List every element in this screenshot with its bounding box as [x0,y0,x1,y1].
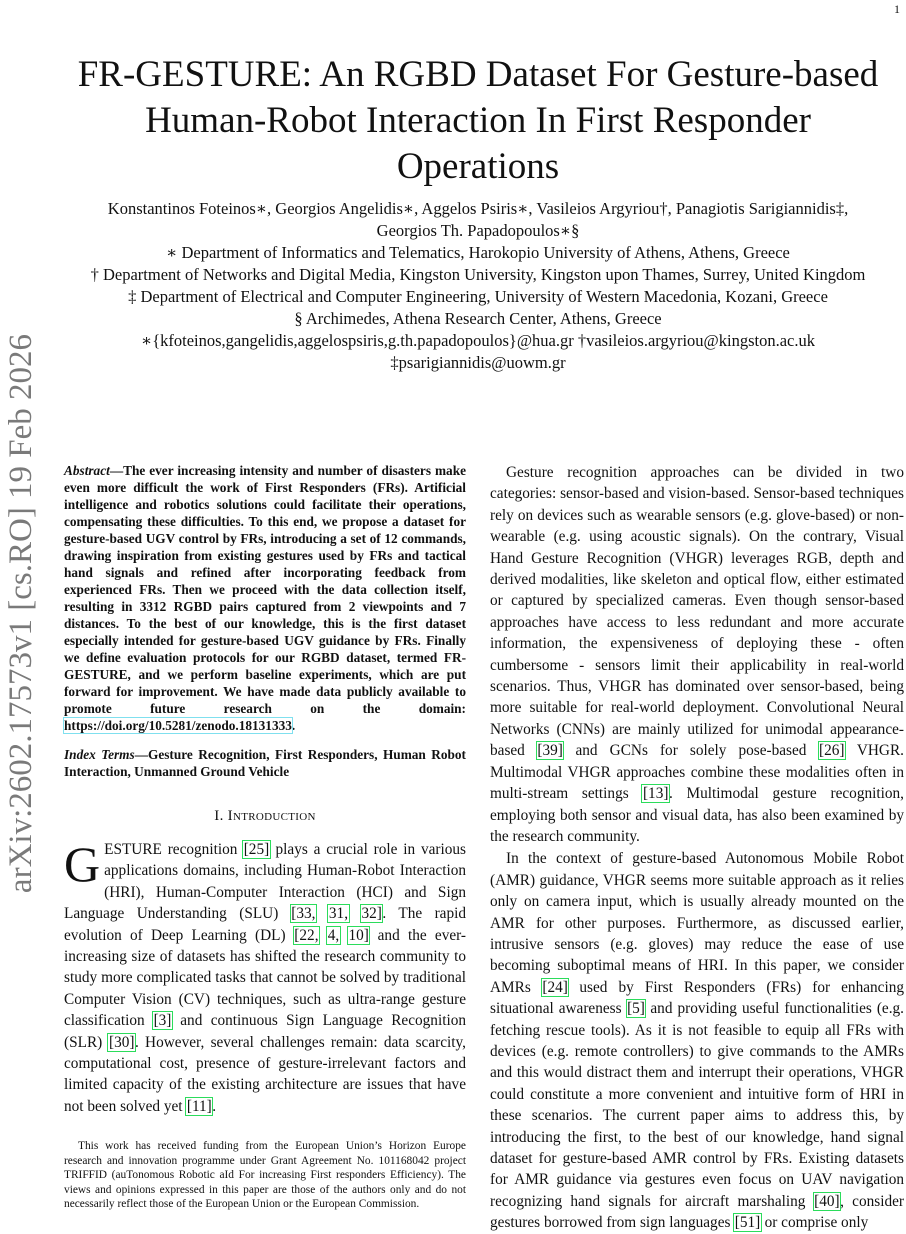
intro-text: . However, several challenges remain: data scarcity, computational cost, presence of gesture-irrelevant factors and limited capacity of the existing architecture are issues that have not been solved yet [64,1033,466,1115]
abstract-end: . [291,718,296,733]
affiliation-athena: § Archimedes, Athena Research Center, Athens, Greece [294,309,662,328]
body-text: or comprise only [760,1214,869,1232]
citation-link[interactable]: [13] [642,785,669,803]
citation-link[interactable]: [39] [537,742,563,760]
body-text: used by First Responders (FRs) for enhancing situational awareness [490,978,904,1018]
arxiv-watermark [0,318,44,908]
citation-link[interactable]: [33, [291,905,316,923]
citation-link[interactable]: [26] [819,742,845,760]
body-text: , consider gestures borrowed from sign languages [490,1192,904,1232]
author-list-line-2: Georgios Th. Papadopoulos∗§ [376,221,580,240]
author-block [60,198,896,374]
intro-text: and the ever-increasing size of datasets has shifted the research community to study more complicated tasks that cannot be solved by traditional Computer Vision (CV) techniques, such as ultra-range gesture classification [64,926,467,1030]
intro-text: . [212,1097,217,1115]
citation-link[interactable]: [3] [153,1012,172,1030]
index-terms-text: —Gesture Recognition, First Responders, Human Robot Interaction, Unmanned Ground Vehicle [64,747,466,779]
intro-text: . The rapid evolution of Deep Learning (DL) [64,905,466,944]
citation-link[interactable]: [22, [294,926,319,944]
body-text: VHGR. Multimodal VHGR approaches combine these modalities often in multi-stream settings [490,742,904,803]
citation-link[interactable]: [25] [243,841,270,858]
intro-paragraph-3 [490,848,904,1233]
citation-link[interactable]: [30] [108,1033,135,1051]
affiliation-harokopio: ∗ Department of Informatics and Telematics, Harokopio University of Athens, Athens, Greece [166,243,790,262]
citation-link[interactable]: [51] [734,1214,761,1232]
citation-link[interactable]: [40] [814,1192,840,1210]
author-emails-line-2: ‡psarigiannidis@uowm.gr [390,353,566,372]
intro-text: and continuous Sign Language Recognition (SLR) [64,1012,466,1051]
abstract-label: Abstract [64,463,110,478]
body-text: Gesture recognition approaches can be divided in two categories: sensor-based and vision-based. Sensor-based techniques rely on devices such as wearable sensors (e.g. glove-based) or non-wearable (e.g. using acoustic signals). On the contrary, Visual Hand Gesture Recognition (VHGR) leverages RGB, depth and derived modalities, like skeleton and optical flow, either estimated or captured by specialized cameras. Even though sensor-based approaches have access to less redundant and more accurate information, the expensiveness of deploying these - often cumbersome - sensors limit their applicability in real-world scenarios. Thus, VHGR has dominated over sensor-based, being more suitable for real-world deployment. Convolutional Neural Networks (CNNs) are mainly utilized for unimodal appearance-based [490,464,904,760]
citation-link[interactable]: [5] [627,1000,645,1018]
intro-paragraph-1 [64,836,467,1117]
dataset-doi-link[interactable]: https://doi.org/10.5281/zenodo.18131333 [64,718,292,733]
arxiv-identifier: arXiv:2602.17573v1 [cs.RO] 19 Feb 2026 [3,333,40,893]
paper-title: FR-GESTURE: An RGBD Dataset For Gesture-based Human-Robot Interaction In First Responder Operations [77,54,879,187]
affiliation-uowm: ‡ Department of Electrical and Computer Engineering, University of Western Macedonia, Kozani, Greece [128,287,828,306]
funding-footnote: This work has received funding from the European Union’s Horizon Europe research and innovation programme under Grant Agreement No. 101168042 project TRIFFID (auTonomous Robotic aId For increasing First responders Efficiency). The views and opinions expressed in this paper are those of the authors only and do not necessarily reflect those of the European Union or the European Commission. [64,1140,466,1210]
intro-paragraph-2 [490,462,904,847]
drop-cap: G [64,836,101,892]
intro-text: plays a crucial role in various applications domains, including Human-Robot Interaction (HRI), Human-Computer Interaction (HCI) and Sign Language Understanding (SLU) [64,841,466,923]
citation-link[interactable]: 10] [348,926,369,944]
citation-link[interactable]: 31, [328,905,349,923]
right-column [490,462,904,1234]
affiliation-kingston: † Department of Networks and Digital Media, Kingston University, Kingston upon Thames, Surrey, United Kingdom [90,265,866,284]
body-text: In the context of gesture-based Autonomous Mobile Robot (AMR) guidance, VHGR seems more suitable approach as it relies only on camera input, which is usually already mounted on the AMR for other purposes. Furthermore, as discussed earlier, intrusive sensors (e.g. gloves) may reduce the ease of use becoming suboptimal means of HRI. In this paper, we consider AMRs [490,850,904,996]
body-text: and providing useful functionalities (e.g. fetching rescue tools). As it is not feasible to equip all FRs with devices (e.g. remote controllers) to give commands to the AMRs and this would distract them and interrupt their operations, VHGR could constitute a more convenient and intuitive form of HRI in these scenarios. The current paper aims to address this, by introducing the first, to the best of our knowledge, hand signal dataset for gesture-based AMR control by FRs. Existing datasets for AMR guidance via gestures even focus on UAV navigation recognizing hand signals for aircraft marshaling [490,1000,904,1210]
index-terms [64,746,466,780]
author-list-line-1: Konstantinos Foteinos∗, Georgios Angelidis∗, Aggelos Psiris∗, Vasileios Argyriou†, Panagiotis Sarigiannidis‡, [107,199,849,218]
citation-link[interactable]: 4, [327,926,340,944]
left-column [64,462,466,1211]
body-text: . Multimodal gesture recognition, employing both sensor and visual data, has also been examined by the research community. [490,785,904,845]
body-text: and GCNs for solely pose-based [563,742,819,760]
section-heading-introduction: I. Introduction [214,808,316,824]
citation-link[interactable]: [11] [186,1097,212,1115]
index-terms-label: Index Terms [64,747,135,762]
citation-link[interactable]: 32] [361,905,382,923]
author-emails-line-1: ∗{kfoteinos,gangelidis,aggelospsiris,g.th.papadopoulos}@hua.gr †vasileios.argyriou@kingston.ac.uk [141,331,815,350]
intro-text: ESTURE recognition [104,841,244,858]
abstract-text: —The ever increasing intensity and number of disasters make even more difficult the work of First Responders (FRs). Artificial intelligence and robotics solutions could facilitate their operations, compensating these difficulties. To this end, we propose a dataset for gesture-based UGV control by FRs, introducing a set of 12 commands, drawing inspiration from existing gestures used by FRs and tactical hand signals and refined after incorporating feedback from experienced FRs. Then we proceed with the data collection itself, resulting in 3312 RGBD pairs captured from 2 viewpoints and 7 distances. To the best of our knowledge, this is the first dataset especially intended for gesture-based UGV guidance by FRs. Finally we define evaluation protocols for our RGBD dataset, termed FR-GESTURE, and we perform baseline experiments, which are put forward for improvement. We have made data publicly available to promote future research on the domain: [64,463,466,716]
page-number: 1 [894,2,900,16]
abstract [64,462,466,734]
citation-link[interactable]: [24] [542,978,568,996]
